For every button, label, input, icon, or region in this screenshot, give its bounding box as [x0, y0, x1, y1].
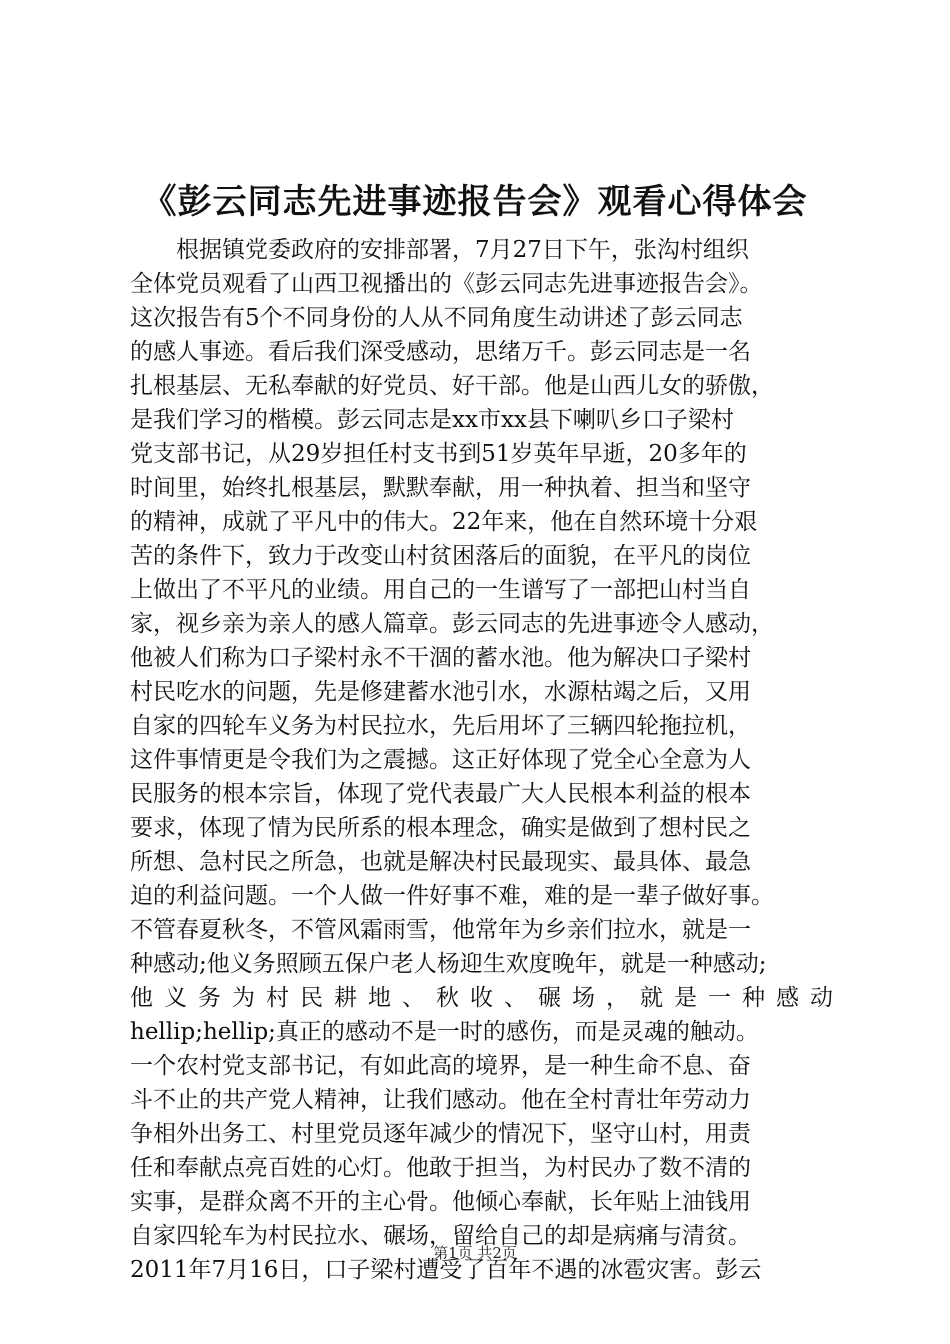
text-line: 民服务的根本宗旨，体现了党代表最广大人民根本利益的根本 — [130, 781, 751, 807]
text-line: 全体党员观看了山西卫视播出的《彭云同志先进事迹报告会》。 — [130, 271, 763, 297]
text-line: 党支部书记，从29岁担任村支书到51岁英年早逝，20多年的 — [130, 441, 747, 467]
text-line: 扎根基层、无私奉献的好党员、好干部。他是山西儿女的骄傲， — [130, 373, 774, 399]
text-line: 所想、急村民之所急，也就是解决村民最现实、最具体、最急 — [130, 849, 751, 875]
text-line: 家，视乡亲为亲人的感人篇章。彭云同志的先进事迹令人感动， — [130, 611, 774, 637]
page-footer: 第1页 共2页 — [433, 1244, 517, 1262]
text-line: 他被人们称为口子梁村永不干涸的蓄水池。他为解决口子梁村 — [130, 645, 751, 671]
document-title: 《彭云同志先进事迹报告会》观看心得体会 — [142, 182, 808, 222]
text-line: 的精神，成就了平凡中的伟大。22年来，他在自然环境十分艰 — [130, 509, 758, 535]
text-line: 迫的利益问题。一个人做一件好事不难，难的是一辈子做好事。 — [130, 883, 774, 909]
text-line: hellip;hellip;真正的感动不是一时的感伤，而是灵魂的触动。 — [130, 1019, 759, 1045]
text-line: 时间里，始终扎根基层，默默奉献，用一种执着、担当和坚守 — [130, 475, 751, 501]
text-line: 任和奉献点亮百姓的心灯。他敢于担当，为村民办了数不清的 — [130, 1155, 751, 1181]
text-line: 实事，是群众离不开的主心骨。他倾心奉献，长年贴上油钱用 — [130, 1189, 751, 1215]
text-line: 的感人事迹。看后我们深受感动，思绪万千。彭云同志是一名 — [130, 339, 751, 365]
text-line: 斗不止的共产党人精神，让我们感动。他在全村青壮年劳动力 — [130, 1087, 751, 1113]
body-paragraph — [130, 233, 844, 1287]
text-line: 一个农村党支部书记，有如此高的境界，是一种生命不息、奋 — [130, 1053, 751, 1079]
text-line: 自家四轮车为村民拉水、碾场，留给自己的却是病痛与清贫。 — [130, 1223, 751, 1249]
text-line: 自家的四轮车义务为村民拉水，先后用坏了三辆四轮拖拉机， — [130, 713, 751, 739]
text-line: 他义务为村民耕地、秋收、碾场，就是一种感动 — [130, 985, 844, 1011]
text-line: 要求，体现了情为民所系的根本理念，确实是做到了想村民之 — [130, 815, 751, 841]
text-line: 上做出了不平凡的业绩。用自己的一生谱写了一部把山村当自 — [130, 577, 751, 603]
text-line: 村民吃水的问题，先是修建蓄水池引水，水源枯竭之后，又用 — [130, 679, 751, 705]
text-line: 根据镇党委政府的安排部署，7月27日下午，张沟村组织 — [176, 237, 749, 263]
text-line: 这次报告有5个不同身份的人从不同角度生动讲述了彭云同志 — [130, 305, 743, 331]
text-line: 苦的条件下，致力于改变山村贫困落后的面貌，在平凡的岗位 — [130, 543, 751, 569]
text-line: 种感动;他义务照顾五保户老人杨迎生欢度晚年，就是一种感动; — [130, 951, 767, 977]
text-line: 2011年7月16日，口子梁村遭受了百年不遇的冰雹灾害。彭云 — [130, 1257, 762, 1283]
text-line: 争相外出务工、村里党员逐年减少的情况下，坚守山村，用责 — [130, 1121, 751, 1147]
text-line: 是我们学习的楷模。彭云同志是xx市xx县下喇叭乡口子梁村 — [130, 407, 734, 433]
text-line: 这件事情更是令我们为之震撼。这正好体现了党全心全意为人 — [130, 747, 751, 773]
text-line: 不管春夏秋冬，不管风霜雨雪，他常年为乡亲们拉水，就是一 — [130, 917, 751, 943]
